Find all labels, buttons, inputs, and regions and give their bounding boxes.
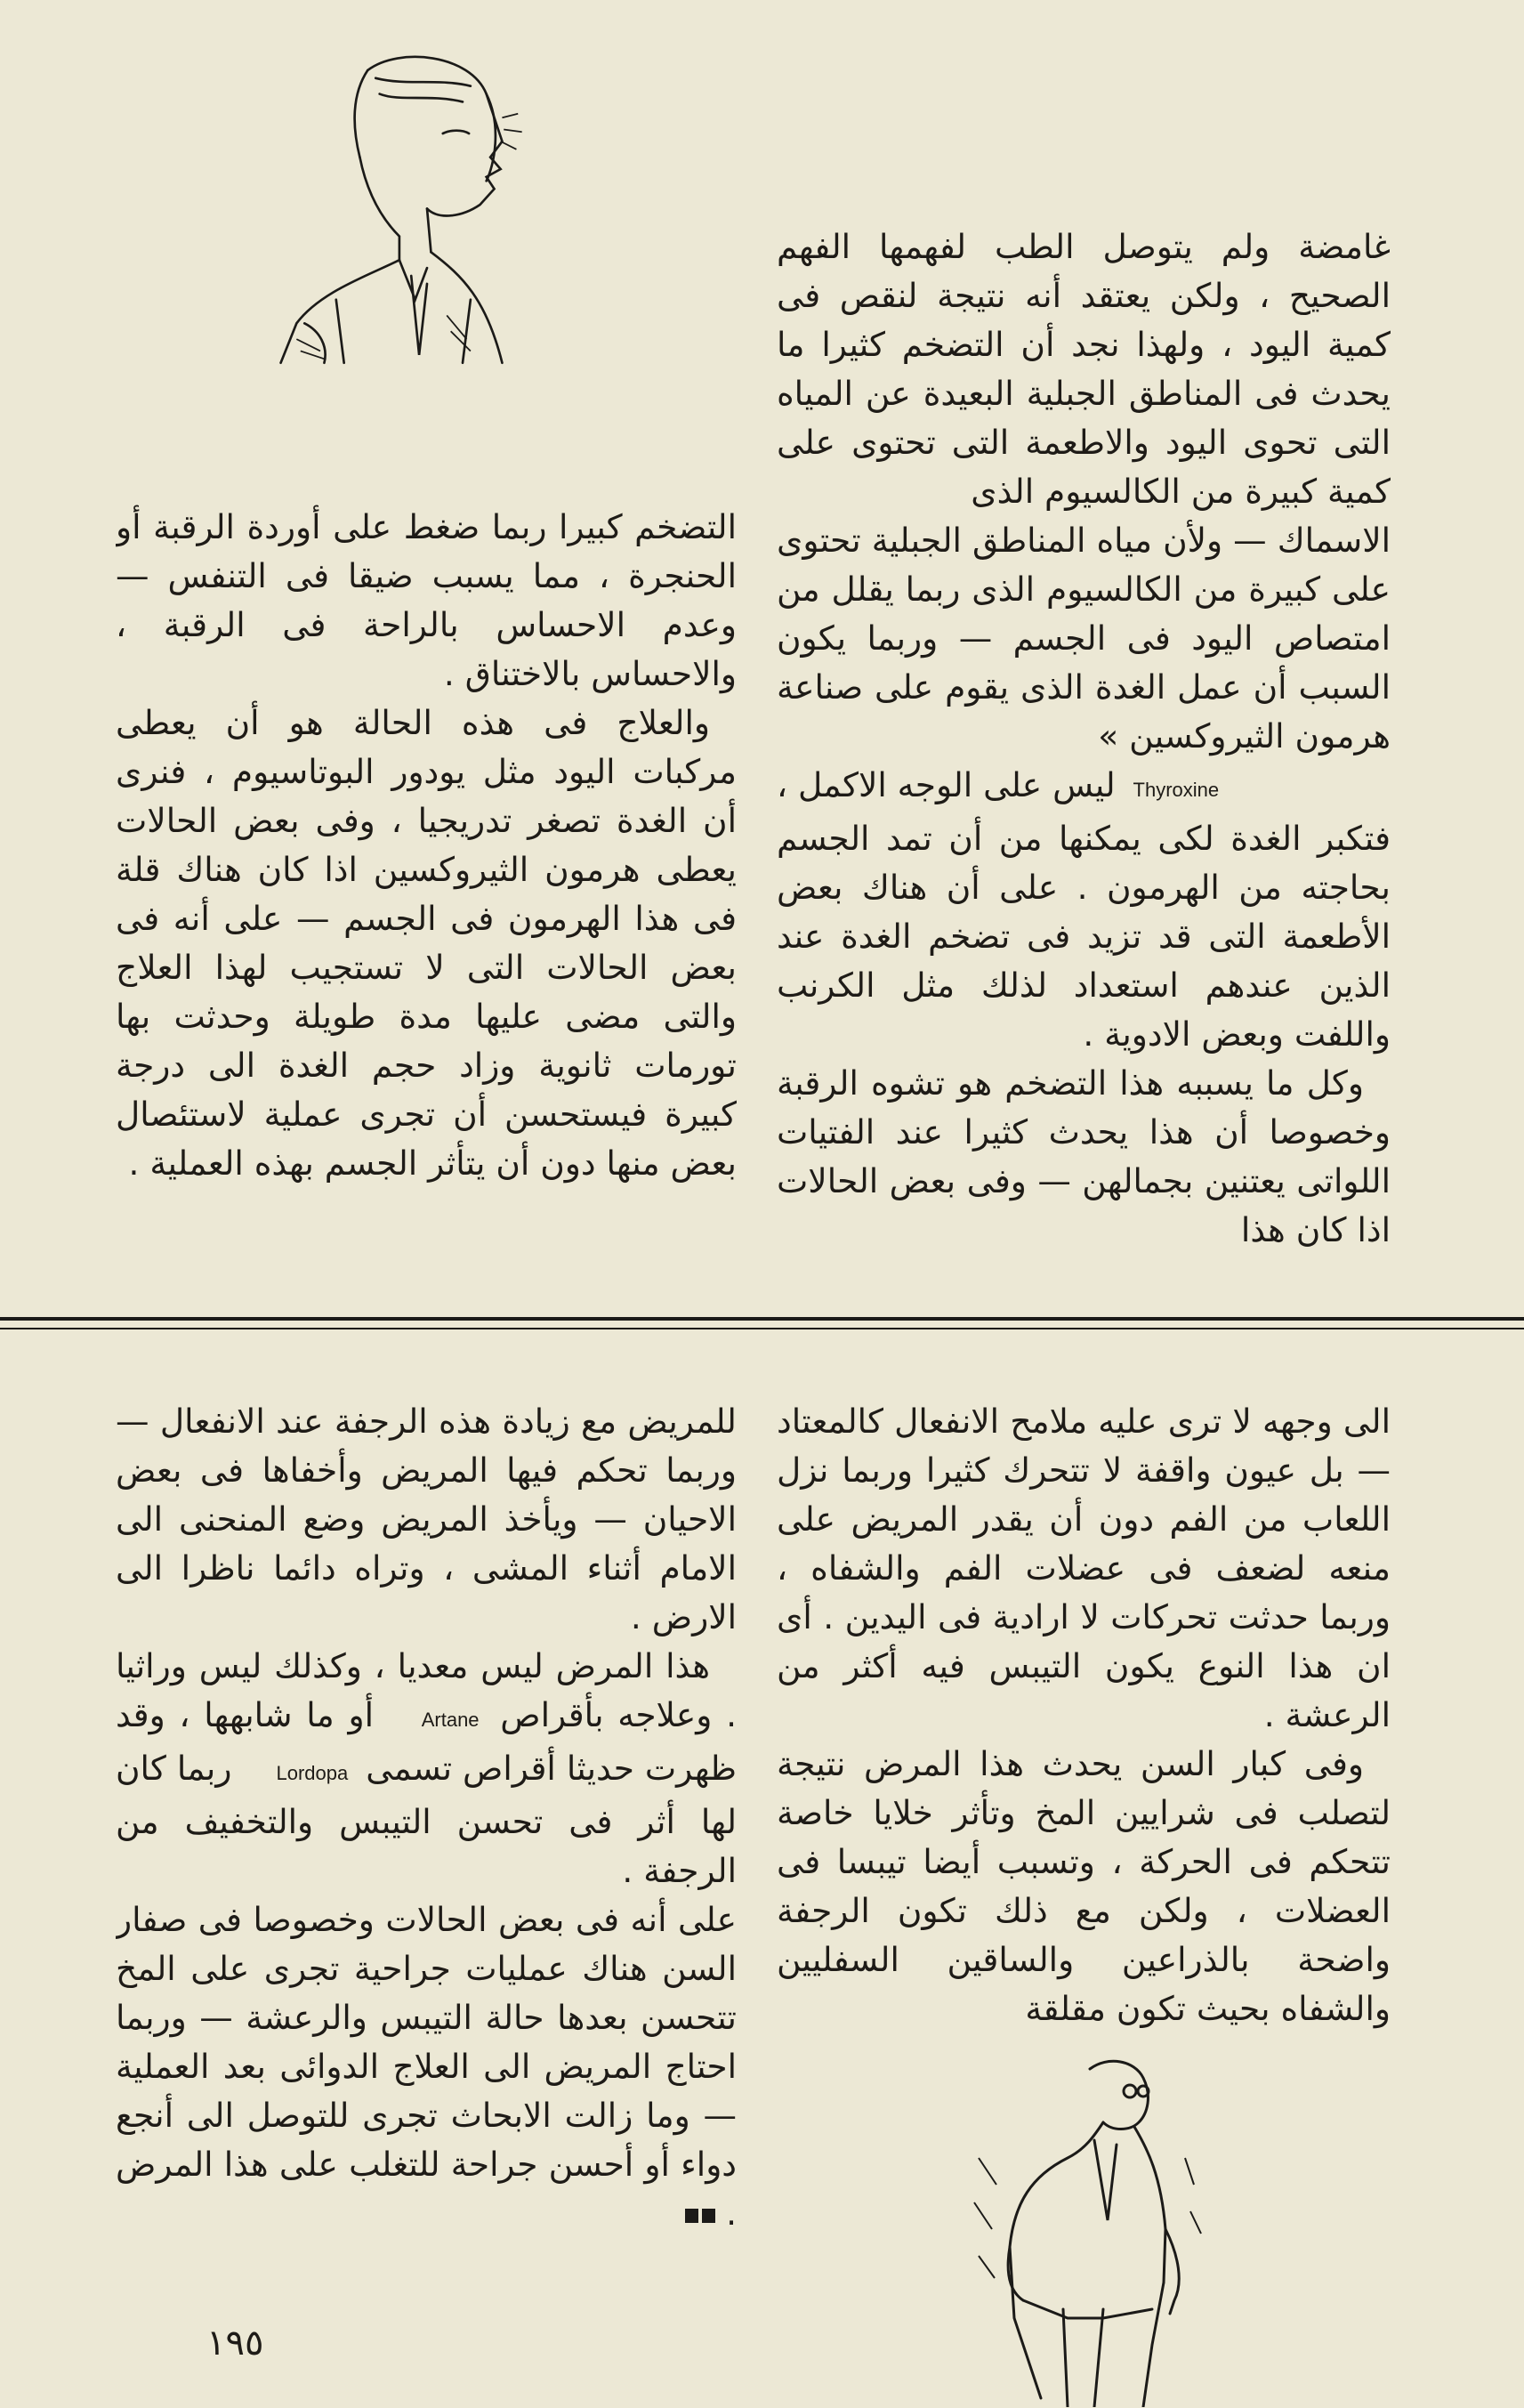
column-top-left — [116, 503, 737, 1268]
paragraph — [116, 1642, 737, 1895]
end-of-article-mark — [681, 2189, 715, 2238]
young-man-sketch — [249, 22, 534, 387]
paragraph — [116, 1895, 737, 2238]
paragraph-fragment: ربما كان لها أثر فى تحسن التيبس والتخفيف من الرجفة . — [116, 1749, 737, 1890]
paragraph — [777, 761, 1391, 814]
divider-rule — [0, 1317, 1524, 1321]
column-bottom-left — [116, 1397, 737, 2274]
term-thyroxine: Thyroxine — [1133, 779, 1220, 801]
paragraph-fragment: على أنه فى بعض الحالات وخصوصا فى صفار السن هناك عمليات جراحية تجرى على المخ تتحسن بعدها حالة التيبس والرعشة — وربما احتاج المريض الى العلاج الدوائى بعد العملية — وما زالت الابحاث تجرى للتوصل الى أنجع دواء أو أحسن جراحة للتغلب على هذا المرض . — [116, 1900, 737, 2233]
paragraph: وفى كبار السن يحدث هذا المرض نتيجة لتصلب فى شرايين المخ وتأثر خلايا خاصة تتحكم فى الحركة ، وتسبب أيضا تيبسا فى العضلات ، ولكن مع ذلك تكون الرجفة واضحة بالذراعين والساقين السفليين والشفاه بحيث تكون مقلقة — [777, 1744, 1391, 2028]
paragraph: التضخم كبيرا ربما ضغط على أوردة الرقبة أو الحنجرة ، مما يسبب ضيقا فى التنفس — وعدم الاحساس بالراحة فى الرقبة ، والاحساس بالاختناق . — [116, 507, 737, 693]
paragraph: غامضة ولم يتوصل الطب لفهمها الفهم الصحيح ، ولكن يعتقد أنه نتيجة لنقص فى كمية اليود ، ولهذا نجد أن التضخم كثيرا ما يحدث فى المناطق الجبلية البعيدة عن المياه التى تحوى اليود والاطعمة التى تحتوى على كمية كبيرة من الكالسيوم الذى — [777, 227, 1391, 511]
term-lordopa: Lordopa — [276, 1762, 349, 1784]
paragraph-fragment: أو ما شابهها ، وقد ظهرت حديثا أقراص تسمى — [116, 1695, 737, 1788]
paragraph-fragment: ليس على الوجه الاكمل ، — [777, 765, 1116, 804]
paragraph: والعلاج فى هذه الحالة هو أن يعطى مركبات اليود مثل يودور البوتاسيوم ، فنرى أن الغدة تصغر تدريجيا ، وفى بعض الحالات يعطى هرمون الثيروكسين اذا كان هناك قلة فى هذا الهرمون فى الجسم — على أنه فى بعض الحالات التى لا تستجيب لهذا العلاج والتى مضى عليها مدة طويلة وحدثت بها تورمات ثانوية وزاد حجم الغدة الى درجة كبيرة فيستحسن أن تجرى عملية لاستئصال بعض منها دون أن يتأثر الجسم بهذه العملية . — [116, 703, 737, 1183]
term-artane: Artane — [421, 1709, 480, 1731]
paragraph: فتكبر الغدة لكى يمكنها من أن تمد الجسم بحاجته من الهرمون . على أن هناك بعض الأطعمة التى قد تزيد فى تضخم الغدة عند الذين عندهم استعداد لذلك مثل الكرنب واللفت وبعض الادوية . — [777, 819, 1391, 1054]
paragraph: وكل ما يسببه هذا التضخم هو تشوه الرقبة وخصوصا أن هذا يحدث كثيرا عند الفتيات اللواتى يعتنين بجمالهن — وفى بعض الحالات اذا كان هذا — [777, 1063, 1391, 1249]
paragraph: الاسماك — ولأن مياه المناطق الجبلية تحتوى على كبيرة من الكالسيوم الذى ربما يقلل من امتصاص اليود فى الجسم — وربما يكون السبب أن عمل الغدة الذى يقوم على صناعة هرمون الثيروكسين » — [777, 521, 1391, 756]
paragraph: الى وجهه لا ترى عليه ملامح الانفعال كالمعتاد — بل عيون واقفة لا تتحرك كثيرا وربما نزل اللعاب من الفم دون أن يقدر المريض على منعه لضعف فى عضلات الفم والشفاه ، وربما حدثت تحركات لا ارادية فى اليدين . أى ان هذا النوع يكون التيبس فيه أكثر من الرعشة . — [777, 1402, 1391, 1734]
elderly-man-sketch — [961, 2051, 1228, 2407]
paragraph-fragment: هذا المرض ليس معديا ، وكذلك ليس وراثيا . وعلاجه بأقراص — [116, 1646, 737, 1734]
column-top-right — [777, 222, 1391, 1286]
divider-rule — [0, 1328, 1524, 1329]
page-number: ١٩٥ — [206, 2323, 264, 2364]
paragraph: للمريض مع زيادة هذه الرجفة عند الانفعال — وربما تحكم فيها المريض وأخفاها فى بعض الاحيان — ويأخذ المريض وضع المنحنى الى الامام أثناء المشى ، وتراه دائما ناظرا الى الارض . — [116, 1402, 737, 1636]
